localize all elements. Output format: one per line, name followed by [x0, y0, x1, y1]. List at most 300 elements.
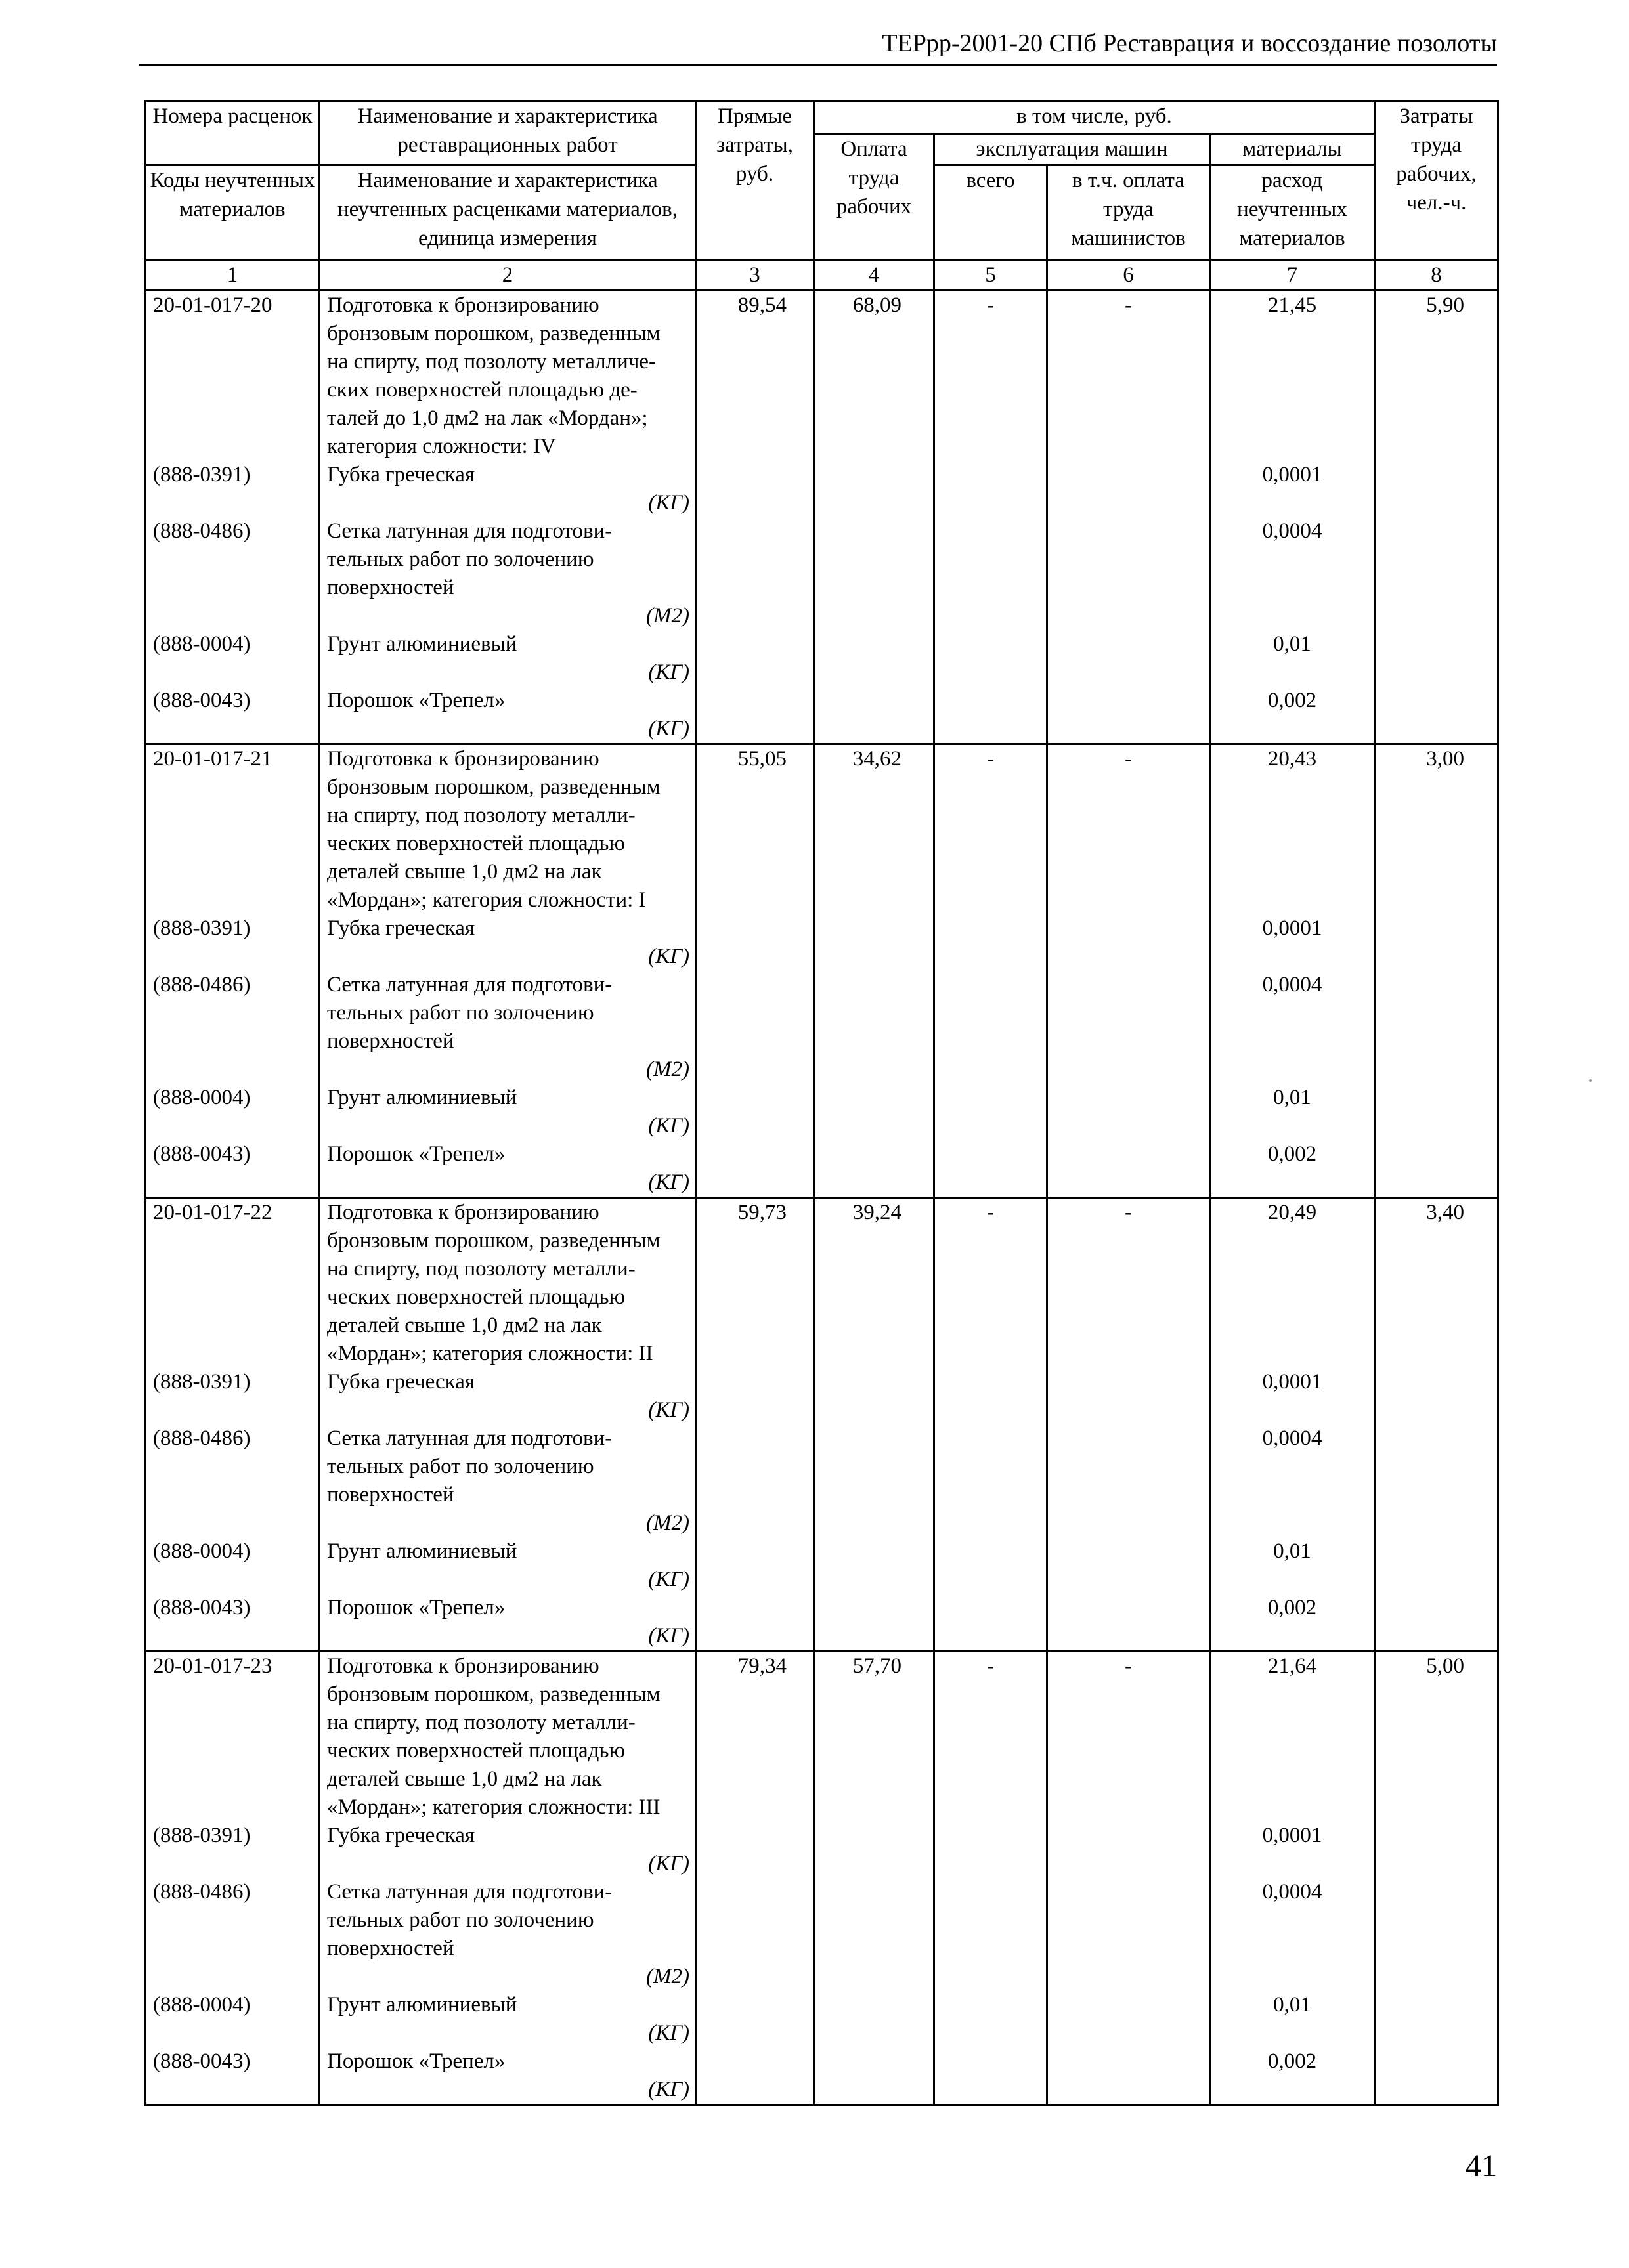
- spacer: [146, 1765, 318, 1793]
- spacer: [1048, 1822, 1209, 1850]
- spacer: [1211, 489, 1374, 517]
- header-materials-consumption: расход неучтенных материалов: [1210, 165, 1375, 260]
- spacer: [935, 1368, 1046, 1396]
- spacer: [146, 1622, 318, 1650]
- spacer: [697, 715, 813, 743]
- spacer: [1048, 1084, 1209, 1112]
- spacer: [1048, 1793, 1209, 1822]
- machines-total-cell: [934, 291, 1047, 744]
- labor-pay-cell: [814, 1198, 934, 1652]
- material-consumption: 0,0001: [1262, 1824, 1322, 1847]
- spacer: [1211, 999, 1374, 1027]
- spacer: [1048, 1963, 1209, 1991]
- spacer: [1048, 1906, 1209, 1935]
- spacer: [1048, 1991, 1209, 2019]
- spacer: [815, 858, 933, 886]
- header-machines-total: всего: [934, 165, 1047, 260]
- rate-description-line: Подготовка к бронзированию: [327, 747, 599, 771]
- spacer: [815, 1594, 933, 1622]
- spacer: [697, 1056, 813, 1084]
- spacer: [697, 1027, 813, 1056]
- spacer: [1376, 2019, 1497, 2047]
- spacer: [1211, 715, 1374, 743]
- spacer: [935, 773, 1046, 802]
- header-labor-costs: Затраты труда рабочих, чел.-ч.: [1375, 101, 1498, 260]
- spacer: [697, 802, 813, 830]
- material-name-line: Порошок «Трепел»: [327, 1142, 506, 1166]
- spacer: [697, 1453, 813, 1481]
- header-rate-numbers: Номера расценок: [146, 101, 320, 165]
- spacer: [1211, 1312, 1374, 1340]
- spacer: [935, 1935, 1046, 1963]
- spacer: [815, 1140, 933, 1168]
- rate-description-line: категория сложности: IV: [327, 435, 556, 458]
- material-consumption: 0,01: [1273, 1086, 1311, 1109]
- spacer: [146, 1963, 318, 1991]
- spacer: [935, 574, 1046, 602]
- spacer: [1376, 1227, 1497, 1255]
- header-driver-pay: в т.ч. оплата труда машинистов: [1047, 165, 1210, 260]
- spacer: [1211, 1255, 1374, 1283]
- spacer: [1048, 1396, 1209, 1424]
- rate-block-row: [146, 291, 1498, 744]
- spacer: [697, 630, 813, 658]
- material-unit: (КГ): [648, 1170, 689, 1194]
- material-consumption: 0,0004: [1262, 519, 1322, 543]
- spacer: [146, 1027, 318, 1056]
- spacer: [815, 687, 933, 715]
- spacer: [935, 1963, 1046, 1991]
- labor-pay-value: 68,09: [852, 293, 901, 317]
- spacer: [1376, 914, 1497, 943]
- rate-description-line: «Мордан»; категория сложности: III: [327, 1795, 661, 1819]
- spacer: [146, 943, 318, 971]
- spacer: [1211, 1566, 1374, 1594]
- spacer: [815, 1312, 933, 1340]
- spacer: [697, 1822, 813, 1850]
- spacer: [815, 1680, 933, 1709]
- material-code: (888-0043): [153, 1596, 251, 1619]
- material-unit: (М2): [646, 1511, 689, 1535]
- spacer: [1211, 1963, 1374, 1991]
- spacer: [1048, 830, 1209, 858]
- spacer: [1211, 404, 1374, 433]
- rate-description-line: бронзовым порошком, разведенным: [327, 322, 661, 345]
- spacer: [146, 1255, 318, 1283]
- spacer: [697, 858, 813, 886]
- material-code: (888-0486): [153, 973, 251, 996]
- material-name-line: Сетка латунная для подготови-: [327, 519, 613, 543]
- column-number: 5: [934, 260, 1047, 291]
- spacer: [1048, 773, 1209, 802]
- spacer: [146, 348, 318, 376]
- spacer: [935, 943, 1046, 971]
- spacer: [1376, 517, 1497, 546]
- spacer: [697, 943, 813, 971]
- spacer: [815, 376, 933, 404]
- spacer: [1048, 404, 1209, 433]
- spacer: [935, 1453, 1046, 1481]
- spacer: [815, 1709, 933, 1737]
- labor-costs-cell: [1375, 1652, 1498, 2105]
- direct-costs-cell: [696, 1652, 814, 2105]
- spacer: [697, 886, 813, 914]
- spacer: [1048, 348, 1209, 376]
- spacer: [815, 1453, 933, 1481]
- spacer: [697, 1283, 813, 1312]
- spacer: [815, 1850, 933, 1878]
- rate-description-line: бронзовым порошком, разведенным: [327, 775, 661, 799]
- spacer: [1048, 1850, 1209, 1878]
- rate-code: 20-01-017-23: [153, 1654, 272, 1678]
- spacer: [1376, 1368, 1497, 1396]
- rate-description-line: ческих поверхностей площадью: [327, 1285, 626, 1309]
- spacer: [697, 1935, 813, 1963]
- driver-pay-cell: [1047, 1198, 1210, 1652]
- spacer: [1048, 1140, 1209, 1168]
- header-direct-costs: Прямые затраты, руб.: [696, 101, 814, 260]
- spacer: [697, 1793, 813, 1822]
- spacer: [935, 1594, 1046, 1622]
- spacer: [1211, 1935, 1374, 1963]
- spacer: [1048, 1680, 1209, 1709]
- spacer: [146, 546, 318, 574]
- spacer: [935, 858, 1046, 886]
- spacer: [935, 1112, 1046, 1140]
- spacer: [935, 1084, 1046, 1112]
- spacer: [815, 2019, 933, 2047]
- spacer: [815, 914, 933, 943]
- spacer: [697, 687, 813, 715]
- material-name-line: Грунт алюминиевый: [327, 1539, 517, 1563]
- spacer: [1211, 376, 1374, 404]
- spacer: [815, 320, 933, 348]
- labor-costs-value: 3,40: [1426, 1201, 1465, 1224]
- spacer: [1376, 1112, 1497, 1140]
- spacer: [935, 687, 1046, 715]
- material-name-line: тельных работ по золочению: [327, 547, 594, 571]
- material-code: (888-0004): [153, 632, 251, 656]
- spacer: [815, 1765, 933, 1793]
- column-number: 1: [146, 260, 320, 291]
- spacer: [1048, 1027, 1209, 1056]
- spacer: [815, 1509, 933, 1537]
- machines-total-cell: [934, 744, 1047, 1198]
- spacer: [146, 886, 318, 914]
- spacer: [935, 2047, 1046, 2076]
- material-code: (888-0043): [153, 2049, 251, 2073]
- spacer: [697, 489, 813, 517]
- spacer: [815, 1963, 933, 1991]
- spacer: [935, 1312, 1046, 1340]
- spacer: [1376, 489, 1497, 517]
- spacer: [1211, 943, 1374, 971]
- spacer: [1376, 886, 1497, 914]
- material-name-line: Сетка латунная для подготови-: [327, 973, 613, 996]
- material-name-line: Грунт алюминиевый: [327, 632, 517, 656]
- spacer: [1048, 1622, 1209, 1650]
- spacer: [1376, 348, 1497, 376]
- spacer: [1211, 1227, 1374, 1255]
- spacer: [815, 1112, 933, 1140]
- spacer: [1048, 1340, 1209, 1368]
- spacer: [697, 1255, 813, 1283]
- spacer: [935, 1793, 1046, 1822]
- spacer: [935, 1340, 1046, 1368]
- spacer: [935, 658, 1046, 687]
- material-unit: (КГ): [648, 717, 689, 740]
- spacer: [1048, 658, 1209, 687]
- name-cell: [320, 291, 696, 744]
- spacer: [815, 404, 933, 433]
- spacer: [935, 830, 1046, 858]
- rate-description-line: Подготовка к бронзированию: [327, 1201, 599, 1224]
- material-consumption: 0,002: [1267, 1596, 1317, 1619]
- spacer: [1376, 830, 1497, 858]
- spacer: [935, 1424, 1046, 1453]
- spacer: [1376, 687, 1497, 715]
- spacer: [697, 2019, 813, 2047]
- spacer: [815, 886, 933, 914]
- spacer: [1211, 858, 1374, 886]
- spacer: [1211, 1709, 1374, 1737]
- spacer: [697, 2047, 813, 2076]
- spacer: [1211, 1340, 1374, 1368]
- spacer: [815, 1537, 933, 1566]
- header-including: в том числе, руб.: [814, 101, 1375, 134]
- spacer: [697, 830, 813, 858]
- spacer: [935, 348, 1046, 376]
- spacer: [815, 1396, 933, 1424]
- spacer: [146, 1850, 318, 1878]
- spacer: [697, 320, 813, 348]
- spacer: [935, 1027, 1046, 1056]
- material-unit: (М2): [646, 1965, 689, 1988]
- machines-total-cell: [934, 1652, 1047, 2105]
- rate-code: 20-01-017-21: [153, 747, 272, 771]
- spacer: [1048, 1312, 1209, 1340]
- spacer: [815, 1424, 933, 1453]
- material-code: (888-0043): [153, 1142, 251, 1166]
- spacer: [146, 1112, 318, 1140]
- spacer: [1211, 1737, 1374, 1765]
- spacer: [146, 1566, 318, 1594]
- spacer: [697, 376, 813, 404]
- material-code: (888-0004): [153, 1539, 251, 1563]
- spacer: [935, 320, 1046, 348]
- spacer: [1048, 602, 1209, 630]
- spacer: [1376, 320, 1497, 348]
- spacer: [1048, 715, 1209, 743]
- spacer: [1048, 1737, 1209, 1765]
- spacer: [1048, 943, 1209, 971]
- spacer: [815, 630, 933, 658]
- direct-costs-value: 59,73: [737, 1201, 787, 1224]
- material-code: (888-0004): [153, 1993, 251, 2017]
- spacer: [815, 348, 933, 376]
- spacer: [815, 830, 933, 858]
- material-consumption: 0,002: [1267, 1142, 1317, 1166]
- spacer: [697, 348, 813, 376]
- spacer: [815, 1991, 933, 2019]
- spacer: [697, 1368, 813, 1396]
- spacer: [935, 517, 1046, 546]
- spacer: [935, 404, 1046, 433]
- spacer: [1048, 687, 1209, 715]
- spacer: [1376, 715, 1497, 743]
- spacer: [1048, 971, 1209, 999]
- spacer: [146, 999, 318, 1027]
- spacer: [1211, 1453, 1374, 1481]
- spacer: [815, 1368, 933, 1396]
- spacer: [1048, 1509, 1209, 1537]
- rate-description-line: «Мордан»; категория сложности: II: [327, 1342, 653, 1365]
- spacer: [697, 2076, 813, 2104]
- spacer: [697, 1622, 813, 1650]
- spacer: [815, 1566, 933, 1594]
- spacer: [1048, 1481, 1209, 1509]
- material-consumption: 0,01: [1273, 632, 1311, 656]
- labor-pay-value: 39,24: [852, 1201, 901, 1224]
- material-code: (888-0391): [153, 1370, 251, 1394]
- header-unaccounted-materials: Наименование и характеристика неучтенных расценками материалов, единица измерения: [320, 165, 696, 260]
- rate-description-line: деталей свыше 1,0 дм2 на лак: [327, 1314, 602, 1337]
- spacer: [146, 658, 318, 687]
- materials-value: 20,43: [1267, 747, 1317, 771]
- spacer: [935, 1709, 1046, 1737]
- spacer: [1048, 574, 1209, 602]
- materials-value: 21,45: [1267, 293, 1317, 317]
- materials-cell: [1210, 1198, 1375, 1652]
- spacer: [935, 914, 1046, 943]
- material-consumption: 0,01: [1273, 1993, 1311, 2017]
- spacer: [697, 404, 813, 433]
- spacer: [935, 1168, 1046, 1197]
- spacer: [1211, 1112, 1374, 1140]
- spacer: [146, 433, 318, 461]
- spacer: [1376, 1991, 1497, 2019]
- spacer: [815, 1255, 933, 1283]
- spacer: [1376, 1396, 1497, 1424]
- spacer: [146, 2076, 318, 2104]
- driver-pay-value: -: [1125, 1201, 1132, 1224]
- spacer: [697, 1963, 813, 1991]
- spacer: [1211, 1396, 1374, 1424]
- material-name-line: поверхностей: [327, 576, 454, 599]
- material-code: (888-0004): [153, 1086, 251, 1109]
- material-code: (888-0043): [153, 689, 251, 712]
- spacer: [815, 1878, 933, 1906]
- material-unit: (КГ): [648, 2078, 689, 2101]
- spacer: [697, 1566, 813, 1594]
- material-code: (888-0391): [153, 463, 251, 486]
- rate-description-line: деталей свыше 1,0 дм2 на лак: [327, 860, 602, 884]
- spacer: [935, 433, 1046, 461]
- spacer: [1211, 773, 1374, 802]
- spacer: [1048, 1878, 1209, 1906]
- column-number: 4: [814, 260, 934, 291]
- spacer: [1376, 2076, 1497, 2104]
- spacer: [1376, 574, 1497, 602]
- spacer: [815, 1056, 933, 1084]
- spacer: [1376, 1737, 1497, 1765]
- spacer: [1211, 1793, 1374, 1822]
- spacer: [1376, 1793, 1497, 1822]
- spacer: [697, 999, 813, 1027]
- spacer: [1048, 2076, 1209, 2104]
- spacer: [1211, 1283, 1374, 1312]
- spacer: [697, 1084, 813, 1112]
- material-name-line: Губка греческая: [327, 463, 475, 486]
- direct-costs-value: 79,34: [737, 1654, 787, 1678]
- rates-table: [144, 100, 1499, 2106]
- spacer: [1048, 1935, 1209, 1963]
- material-unit: (КГ): [648, 1568, 689, 1591]
- rate-code: 20-01-017-20: [153, 293, 272, 317]
- spacer: [1376, 1027, 1497, 1056]
- rate-description-line: на спирту, под позолоту металли-: [327, 803, 636, 827]
- spacer: [1376, 1340, 1497, 1368]
- driver-pay-cell: [1047, 744, 1210, 1198]
- spacer: [1048, 517, 1209, 546]
- spacer: [1211, 830, 1374, 858]
- spacer: [815, 1084, 933, 1112]
- header-labor-pay: Оплата труда рабочих: [814, 134, 934, 260]
- spacer: [1376, 433, 1497, 461]
- material-name-line: Сетка латунная для подготови-: [327, 1880, 613, 1904]
- spacer: [1211, 1765, 1374, 1793]
- spacer: [815, 1340, 933, 1368]
- spacer: [815, 715, 933, 743]
- spacer: [815, 1737, 933, 1765]
- material-unit: (КГ): [648, 660, 689, 684]
- spacer: [935, 1537, 1046, 1566]
- spacer: [815, 489, 933, 517]
- spacer: [1048, 630, 1209, 658]
- rate-block-row: [146, 1198, 1498, 1652]
- spacer: [697, 1227, 813, 1255]
- machines-total-value: -: [987, 293, 994, 317]
- spacer: [1376, 1453, 1497, 1481]
- spacer: [1211, 574, 1374, 602]
- material-unit: (КГ): [648, 1114, 689, 1138]
- spacer: [1376, 1622, 1497, 1650]
- spacer: [1376, 1255, 1497, 1283]
- labor-costs-value: 5,00: [1426, 1654, 1465, 1678]
- spacer: [815, 574, 933, 602]
- material-consumption: 0,0001: [1262, 463, 1322, 486]
- material-consumption: 0,0004: [1262, 1426, 1322, 1450]
- spacer: [815, 1793, 933, 1822]
- spacer: [815, 2076, 933, 2104]
- spacer: [1048, 1709, 1209, 1737]
- rate-description-line: Подготовка к бронзированию: [327, 1654, 599, 1678]
- spacer: [935, 2076, 1046, 2104]
- column-number: 7: [1210, 260, 1375, 291]
- spacer: [935, 1227, 1046, 1255]
- materials-cell: [1210, 291, 1375, 744]
- spacer: [1048, 1537, 1209, 1566]
- labor-costs-value: 3,00: [1426, 747, 1465, 771]
- page-header-title: ТЕРрр-2001-20 СПб Реставрация и воссоздание позолоты: [882, 30, 1497, 57]
- material-consumption: 0,002: [1267, 2049, 1317, 2073]
- header-unaccounted-codes: Коды неучтенных материалов: [146, 165, 320, 260]
- spacer: [1376, 943, 1497, 971]
- spacer: [1376, 1822, 1497, 1850]
- rate-code: 20-01-017-22: [153, 1201, 272, 1224]
- spacer: [1048, 461, 1209, 489]
- spacer: [1376, 461, 1497, 489]
